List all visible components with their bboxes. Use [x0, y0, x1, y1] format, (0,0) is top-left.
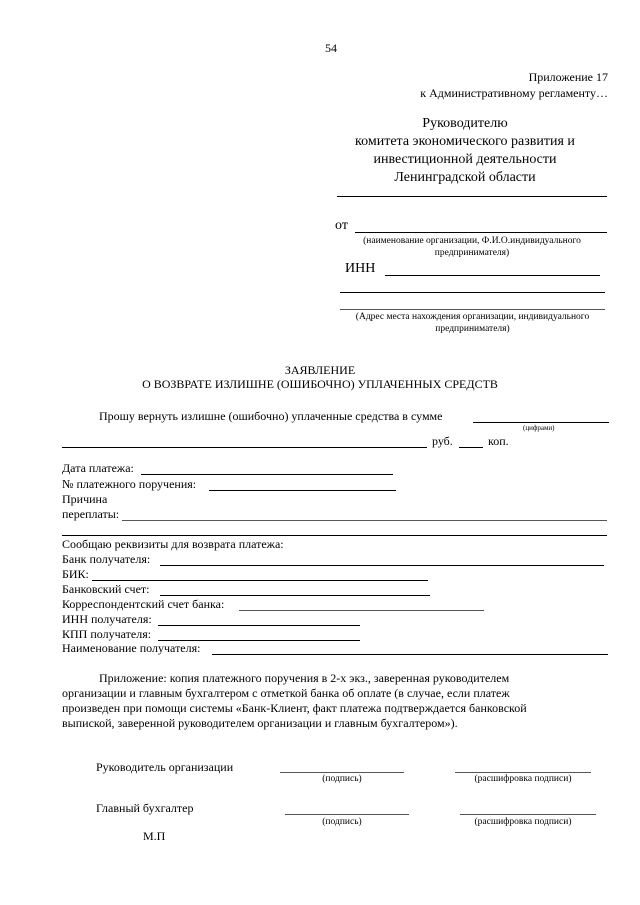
- from-hint-line-2: предпринимателя): [434, 248, 510, 258]
- head-decoding-field[interactable]: [455, 772, 591, 773]
- kop-field[interactable]: [459, 447, 483, 448]
- address-hint-line-2: предпринимателя): [435, 324, 510, 334]
- bank-account-field[interactable]: [160, 595, 430, 596]
- inn-label: ИНН: [345, 261, 376, 276]
- bik-label: БИК:: [62, 567, 89, 581]
- head-signature-label: Руководитель организации: [96, 760, 234, 774]
- from-name-field[interactable]: [355, 232, 607, 233]
- attachment-line-2: организации и главным бухгалтером с отметкой банка об оплате (в случае, если платеж: [62, 686, 510, 700]
- address-field-line-1[interactable]: [340, 292, 605, 293]
- addressee-line-4: Ленинградской области: [394, 170, 536, 185]
- corr-account-field[interactable]: [239, 610, 484, 611]
- recipient-name-field[interactable]: [212, 654, 608, 655]
- corr-account-label: Корреспондентский счет банка:: [62, 597, 225, 611]
- reason-field-line-1[interactable]: [122, 520, 607, 521]
- addressee-blank-line[interactable]: [337, 196, 607, 197]
- head-signature-hint: (подпись): [322, 774, 362, 784]
- attachment-line-4: выпиской, заверенной руководителем организации и главным бухгалтером»).: [62, 716, 458, 730]
- addressee-line-3: инвестиционной деятельности: [373, 152, 557, 167]
- appendix-subtitle: к Административному регламенту…: [420, 86, 608, 100]
- document-title: ЗАЯВЛЕНИЕ: [284, 363, 356, 377]
- bik-field[interactable]: [92, 580, 428, 581]
- amount-words-field[interactable]: [62, 447, 427, 448]
- from-label: от: [335, 218, 348, 233]
- recipient-bank-label: Банк получателя:: [62, 552, 151, 566]
- amount-digits-field[interactable]: [473, 422, 609, 423]
- attachment-line-1: Приложение: копия платежного поручения в 2-х экз., заверенная руководителем: [99, 671, 510, 685]
- reason-label-1: Причина: [62, 492, 108, 506]
- accountant-signature-field[interactable]: [285, 814, 409, 815]
- addressee-line-1: Руководителю: [422, 116, 508, 131]
- requisites-intro: Сообщаю реквизиты для возврата платежа:: [62, 537, 284, 551]
- bank-account-label: Банковский счет:: [62, 582, 150, 596]
- stamp-label: М.П: [143, 829, 166, 843]
- payment-date-field[interactable]: [141, 474, 393, 475]
- request-text: Прошу вернуть излишне (ошибочно) уплаченные средства в сумме: [99, 409, 443, 423]
- recipient-name-label: Наименование получателя:: [62, 641, 201, 655]
- head-decoding-hint: (расшифровка подписи): [474, 774, 572, 784]
- payment-order-field[interactable]: [209, 490, 396, 491]
- accountant-decoding-hint: (расшифровка подписи): [474, 817, 572, 827]
- address-field-line-2[interactable]: [340, 309, 605, 310]
- recipient-kpp-label: КПП получателя:: [62, 627, 152, 641]
- kop-label: коп.: [488, 434, 509, 448]
- digits-hint: (цифрами): [523, 424, 555, 432]
- accountant-signature-label: Главный бухгалтер: [96, 801, 194, 815]
- appendix-title: Приложение 17: [528, 70, 608, 84]
- from-hint-line-1: (наименование организации, Ф.И.О.индивидуального: [363, 236, 581, 246]
- document-subtitle: О ВОЗВРАТЕ ИЗЛИШНЕ (ОШИБОЧНО) УПЛАЧЕННЫХ СРЕДСТВ: [142, 377, 498, 391]
- recipient-inn-label: ИНН получателя:: [62, 612, 152, 626]
- address-hint-line-1: (Адрес места нахождения организации, индивидуального: [355, 312, 590, 322]
- recipient-inn-field[interactable]: [158, 625, 360, 626]
- rub-label: руб.: [432, 434, 453, 448]
- accountant-decoding-field[interactable]: [460, 814, 596, 815]
- payment-date-label: Дата платежа:: [62, 461, 134, 475]
- reason-label-2: переплаты:: [62, 507, 120, 521]
- addressee-line-2: комитета экономического развития и: [355, 134, 575, 149]
- payment-order-label: № платежного поручения:: [62, 477, 197, 491]
- page-number: 54: [325, 41, 337, 55]
- head-signature-field[interactable]: [280, 772, 404, 773]
- recipient-bank-field[interactable]: [160, 565, 604, 566]
- attachment-line-3: произведен при помощи системы «Банк-Клиент, факт платежа подтверждается банковской: [62, 701, 527, 715]
- reason-field-line-2[interactable]: [62, 535, 607, 536]
- accountant-signature-hint: (подпись): [322, 817, 362, 827]
- inn-field[interactable]: [385, 275, 600, 276]
